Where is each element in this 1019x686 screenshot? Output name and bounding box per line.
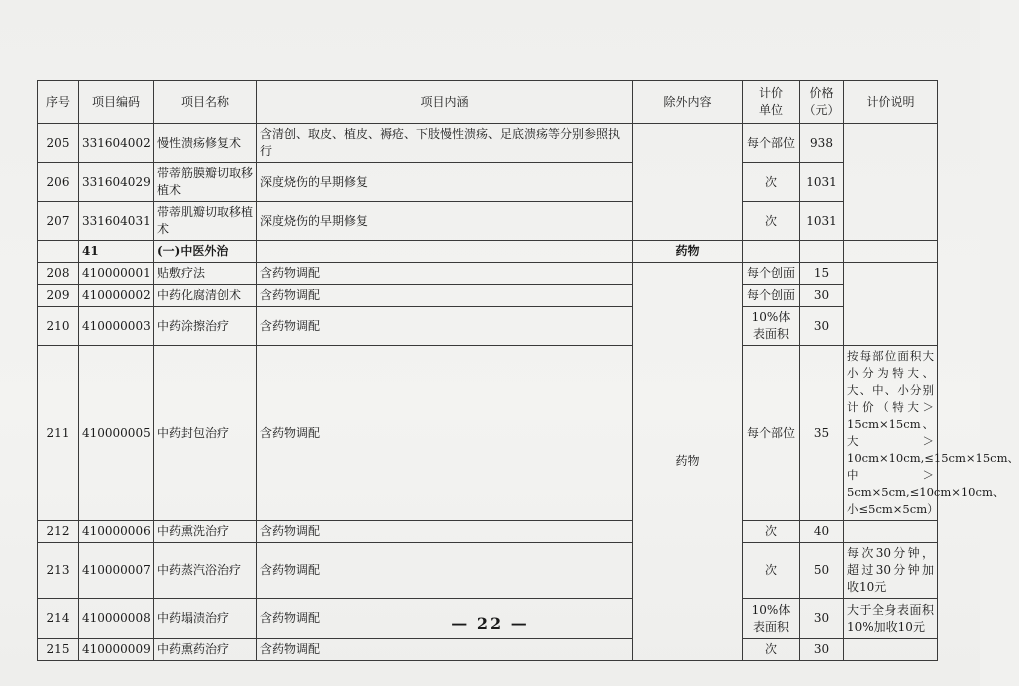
header-note: 计价说明 (844, 81, 938, 124)
cell-name: 中药熏药治疗 (154, 639, 257, 661)
cell-unit (743, 241, 800, 263)
cell-content: 含药物调配 (257, 285, 633, 307)
cell-price: 40 (800, 521, 844, 543)
cell-code: 410000002 (79, 285, 154, 307)
cell-unit: 次 (743, 202, 800, 241)
cell-seq: 210 (38, 307, 79, 346)
cell-content: 含药物调配 (257, 521, 633, 543)
cell-price (800, 241, 844, 263)
cell-content: 含药物调配 (257, 599, 633, 639)
cell-code: 410000001 (79, 263, 154, 285)
cell-unit: 每个部位 (743, 346, 800, 521)
cell-name: 带蒂肌瓣切取移植术 (154, 202, 257, 241)
cell-excluded (633, 124, 743, 241)
cell-note (844, 124, 938, 241)
cell-name: 带蒂筋膜瓣切取移植术 (154, 163, 257, 202)
cell-seq: 215 (38, 639, 79, 661)
cell-note (844, 263, 938, 346)
cell-unit: 每个创面 (743, 263, 800, 285)
cell-name: (一)中医外治 (154, 241, 257, 263)
cell-unit: 次 (743, 543, 800, 599)
cell-content: 含药物调配 (257, 543, 633, 599)
cell-unit: 次 (743, 639, 800, 661)
cell-price: 938 (800, 124, 844, 163)
cell-seq: 213 (38, 543, 79, 599)
cell-seq: 211 (38, 346, 79, 521)
cell-content: 含药物调配 (257, 307, 633, 346)
cell-code: 410000003 (79, 307, 154, 346)
cell-unit: 10%体表面积 (743, 599, 800, 639)
cell-unit: 次 (743, 521, 800, 543)
header-unit: 计价 单位 (743, 81, 800, 124)
cell-code: 331604002 (79, 124, 154, 163)
header-price: 价格 （元） (800, 81, 844, 124)
price-table (37, 80, 1019, 661)
cell-content: 深度烧伤的早期修复 (257, 163, 633, 202)
table-section-row (38, 241, 938, 263)
cell-code: 331604029 (79, 163, 154, 202)
cell-content: 深度烧伤的早期修复 (257, 202, 633, 241)
page-number: — 22 — (451, 614, 529, 633)
cell-seq: 214 (38, 599, 79, 639)
header-content: 项目内涵 (257, 81, 633, 124)
table-row (38, 163, 938, 202)
cell-unit: 每个部位 (743, 124, 800, 163)
cell-seq: 206 (38, 163, 79, 202)
cell-price: 30 (800, 639, 844, 661)
cell-code: 410000006 (79, 521, 154, 543)
cell-content (257, 241, 633, 263)
cell-code: 410000008 (79, 599, 154, 639)
cell-name: 中药封包治疗 (154, 346, 257, 521)
table-row (38, 521, 938, 543)
cell-note (844, 639, 938, 661)
cell-note: 大于全身表面积10%加收10元 (844, 599, 938, 639)
header-name: 项目名称 (154, 81, 257, 124)
cell-price: 1031 (800, 202, 844, 241)
cell-seq: 212 (38, 521, 79, 543)
cell-name: 中药熏洗治疗 (154, 521, 257, 543)
cell-seq: 208 (38, 263, 79, 285)
cell-code: 331604031 (79, 202, 154, 241)
cell-price: 30 (800, 599, 844, 639)
cell-unit: 每个创面 (743, 285, 800, 307)
cell-name: 中药涂擦治疗 (154, 307, 257, 346)
cell-note (844, 241, 938, 263)
header-code: 项目编码 (79, 81, 154, 124)
cell-price: 30 (800, 285, 844, 307)
table-row (38, 263, 938, 285)
cell-note (844, 521, 938, 543)
cell-content: 含药物调配 (257, 263, 633, 285)
cell-name: 慢性溃疡修复术 (154, 124, 257, 163)
table-row (38, 543, 938, 599)
cell-note: 按每部位面积大小分为特大、大、中、小分别计价（特大＞15cm×15cm、大＞10cm×10cm,≤15cm×15cm、中＞5cm×5cm,≤10cm×10cm、小≤5cm×5cm） (844, 346, 938, 521)
cell-excluded: 药物 (633, 263, 743, 661)
cell-price: 30 (800, 307, 844, 346)
cell-unit: 次 (743, 163, 800, 202)
cell-content: 含药物调配 (257, 346, 633, 521)
header-excluded: 除外内容 (633, 81, 743, 124)
cell-name: 贴敷疗法 (154, 263, 257, 285)
table-header-row (38, 81, 938, 124)
cell-name: 中药蒸汽浴治疗 (154, 543, 257, 599)
header-seq: 序号 (38, 81, 79, 124)
cell-seq (38, 241, 79, 263)
cell-code: 41 (79, 241, 154, 263)
cell-price: 15 (800, 263, 844, 285)
cell-seq: 207 (38, 202, 79, 241)
cell-name: 中药化腐清创术 (154, 285, 257, 307)
cell-name: 中药塌渍治疗 (154, 599, 257, 639)
cell-unit: 10%体表面积 (743, 307, 800, 346)
table-row (38, 639, 938, 661)
cell-seq: 205 (38, 124, 79, 163)
cell-code: 410000009 (79, 639, 154, 661)
table-row (38, 124, 938, 163)
cell-note: 每次30分钟，超过30分钟加收10元 (844, 543, 938, 599)
cell-price: 50 (800, 543, 844, 599)
cell-code: 410000005 (79, 346, 154, 521)
cell-seq: 209 (38, 285, 79, 307)
cell-price: 35 (800, 346, 844, 521)
cell-content: 含药物调配 (257, 639, 633, 661)
cell-excluded: 药物 (633, 241, 743, 263)
table-row (38, 307, 938, 346)
table-row (38, 346, 938, 521)
cell-price: 1031 (800, 163, 844, 202)
table-row (38, 285, 938, 307)
table-row (38, 202, 938, 241)
cell-content: 含清创、取皮、植皮、褥疮、下肢慢性溃疡、足底溃疡等分别参照执行 (257, 124, 633, 163)
cell-code: 410000007 (79, 543, 154, 599)
